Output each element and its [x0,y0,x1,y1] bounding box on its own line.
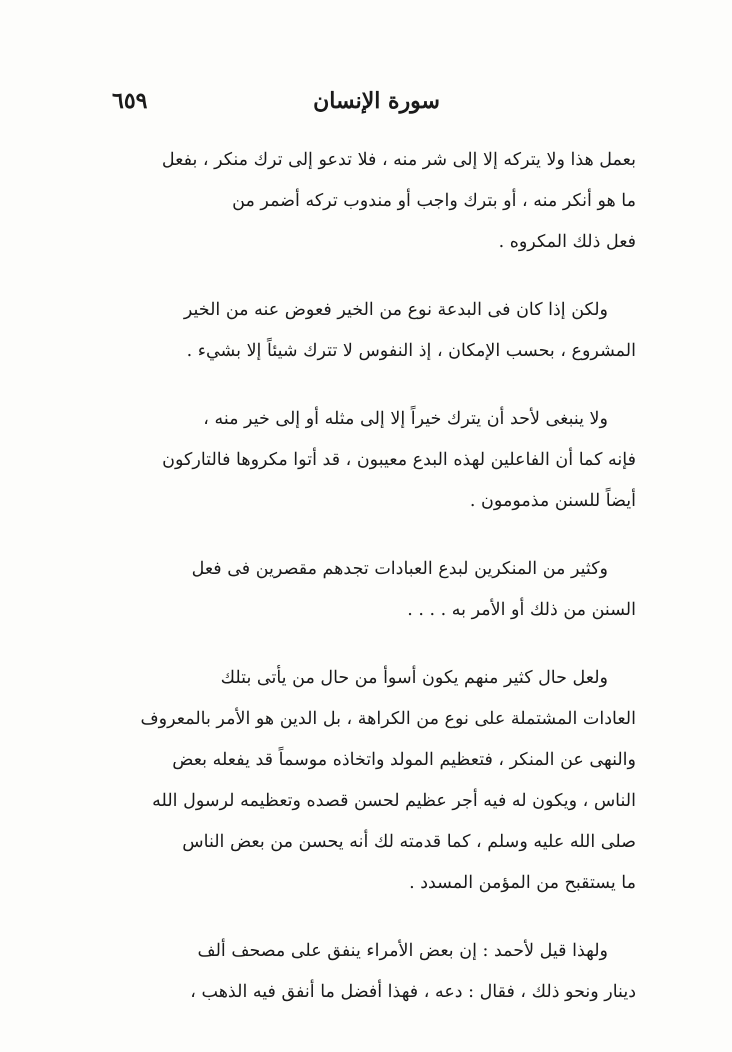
text-line: الناس ، ويكون له فيه أجر عظيم لحسن قصده وتعظيمه لرسول الله [152,791,636,811]
text-line: فعل ذلك المكروه . [498,232,636,252]
text-line: وكثير من المنكرين لبدع العبادات تجدهم مقصرين فى فعل [191,559,608,579]
text-line: ما يستقبح من المؤمن المسدد . [409,873,636,893]
text-line: والنهى عن المنكر ، فتعظيم المولد واتخاذه موسماً قد يفعله بعض [172,750,636,770]
text-line: ولكن إذا كان فى البدعة نوع من الخير فعوض عنه من الخير [183,300,608,320]
page-header [112,88,630,122]
text-line: ولعل حال كثير منهم يكون أسوأ من حال من يأتى بتلك [220,668,608,688]
text-line: السنن من ذلك أو الأمر به . . . . [407,600,636,620]
page-number: ٦٥٩ [112,88,148,114]
text-line: بعمل هذا ولا يتركه إلا إلى شر منه ، فلا تدعو إلى ترك منكر ، بفعل [161,150,636,170]
text-line: ما هو أنكر منه ، أو بترك واجب أو مندوب تركه أضمر من [232,191,636,211]
paragraph-1 [96,140,636,263]
page-body [96,140,636,1013]
paragraph-6 [96,931,636,1013]
paragraph-5 [96,658,636,904]
surah-title: سورة الإنسان [313,88,440,114]
paragraph-gap [96,263,636,290]
paragraph-gap [96,522,636,549]
paragraph-gap [96,904,636,931]
text-line: ولهذا قيل لأحمد : إن بعض الأمراء ينفق على مصحف ألف [197,941,608,961]
text-line: ولا ينبغى لأحد أن يترك خيراً إلا إلى مثله أو إلى خير منه ، [203,409,608,429]
text-line: صلى الله عليه وسلم ، كما قدمته لك أنه يحسن من بعض الناس [182,832,636,852]
paragraph-2 [96,290,636,372]
text-line: فإنه كما أن الفاعلين لهذه البدع معيبون ، قد أتوا مكروها فالتاركون [162,450,636,470]
paragraph-gap [96,631,636,658]
paragraph-gap [96,372,636,399]
paragraph-3 [96,399,636,522]
paragraph-4 [96,549,636,631]
text-line: دينار ونحو ذلك ، فقال : دعه ، فهذا أفضل ما أنفق فيه الذهب ، [190,982,636,1002]
text-line: المشروع ، بحسب الإمكان ، إذ النفوس لا تترك شيئاً إلا بشيء . [186,341,636,361]
text-line: أيضاً للسنن مذمومون . [469,491,636,511]
text-line: العادات المشتملة على نوع من الكراهة ، بل الدين هو الأمر بالمعروف [140,709,636,729]
